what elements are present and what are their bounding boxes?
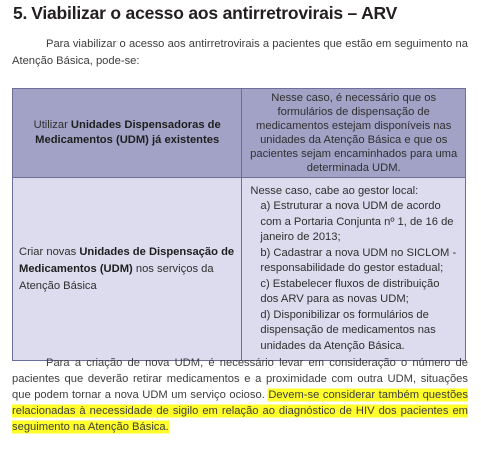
highlighted-text: Devem-se considerar também questões relacionadas à necessidade de sigilo em relação ao diagnóstico de HIV dos pacientes em seguimento na Atenção Básica. bbox=[12, 389, 468, 433]
option-new-udm-cell bbox=[13, 178, 242, 361]
udm-options-table bbox=[12, 88, 466, 361]
option-prefix: Criar novas bbox=[19, 245, 80, 258]
option-existing-udm-description bbox=[242, 89, 466, 178]
description-text: Nesse caso, é necessário que os formulários de dispensação de medicamentos estejam disponíveis nas unidades da Atenção Básica e que os pacientes sejam encaminhados para uma determinada UDM. bbox=[250, 92, 458, 174]
option-new-udm-description bbox=[242, 178, 466, 361]
closing-text: Para a criação de nova UDM, é necessário levar em consideração o número de pacientes que deverão retirar medicamentos e a proximidade com outra UDM, situações que podem tornar a nova UDM um serviço ocioso. bbox=[12, 357, 468, 401]
option-existing-udm-cell bbox=[13, 89, 242, 178]
option-bold-text: Unidades Dispensadoras de Medicamentos (UDM) já existentes bbox=[35, 119, 221, 146]
list-item: a) Estruturar a nova UDM de acordo com a Portaria Conjunta nº 1, de 16 de janeiro de 2013; bbox=[260, 200, 454, 244]
section-title: Viabilizar o acesso aos antirretrovirais – ARV bbox=[31, 3, 398, 23]
section-heading bbox=[13, 3, 397, 24]
list-item: c) Estabelecer fluxos de distribuição dos ARV para as novas UDM; bbox=[260, 277, 440, 306]
intro-text: Para viabilizar o acesso aos antirretrovirais a pacientes que estão em seguimento na Atenção Básica, pode-se: bbox=[12, 38, 468, 67]
list-item: b) Cadastrar a nova UDM no SICLOM - responsabilidade do gestor estadual; bbox=[260, 246, 457, 275]
option-suffix: nos serviços da Atenção Básica bbox=[19, 262, 214, 292]
option-bold-text: Unidades de Dispensação de Medicamentos (UDM) bbox=[19, 245, 235, 275]
closing-paragraph bbox=[12, 355, 468, 435]
description-intro: Nesse caso, cabe ao gestor local: bbox=[250, 184, 419, 197]
list-item: d) Disponibilizar os formulários de dispensação de medicamentos nas unidades da Atenção Básica. bbox=[260, 308, 436, 352]
table-row bbox=[13, 178, 466, 361]
section-number: 5. bbox=[13, 3, 28, 23]
table-row bbox=[13, 89, 466, 178]
option-prefix: Utilizar bbox=[33, 119, 71, 131]
intro-paragraph bbox=[12, 36, 468, 70]
